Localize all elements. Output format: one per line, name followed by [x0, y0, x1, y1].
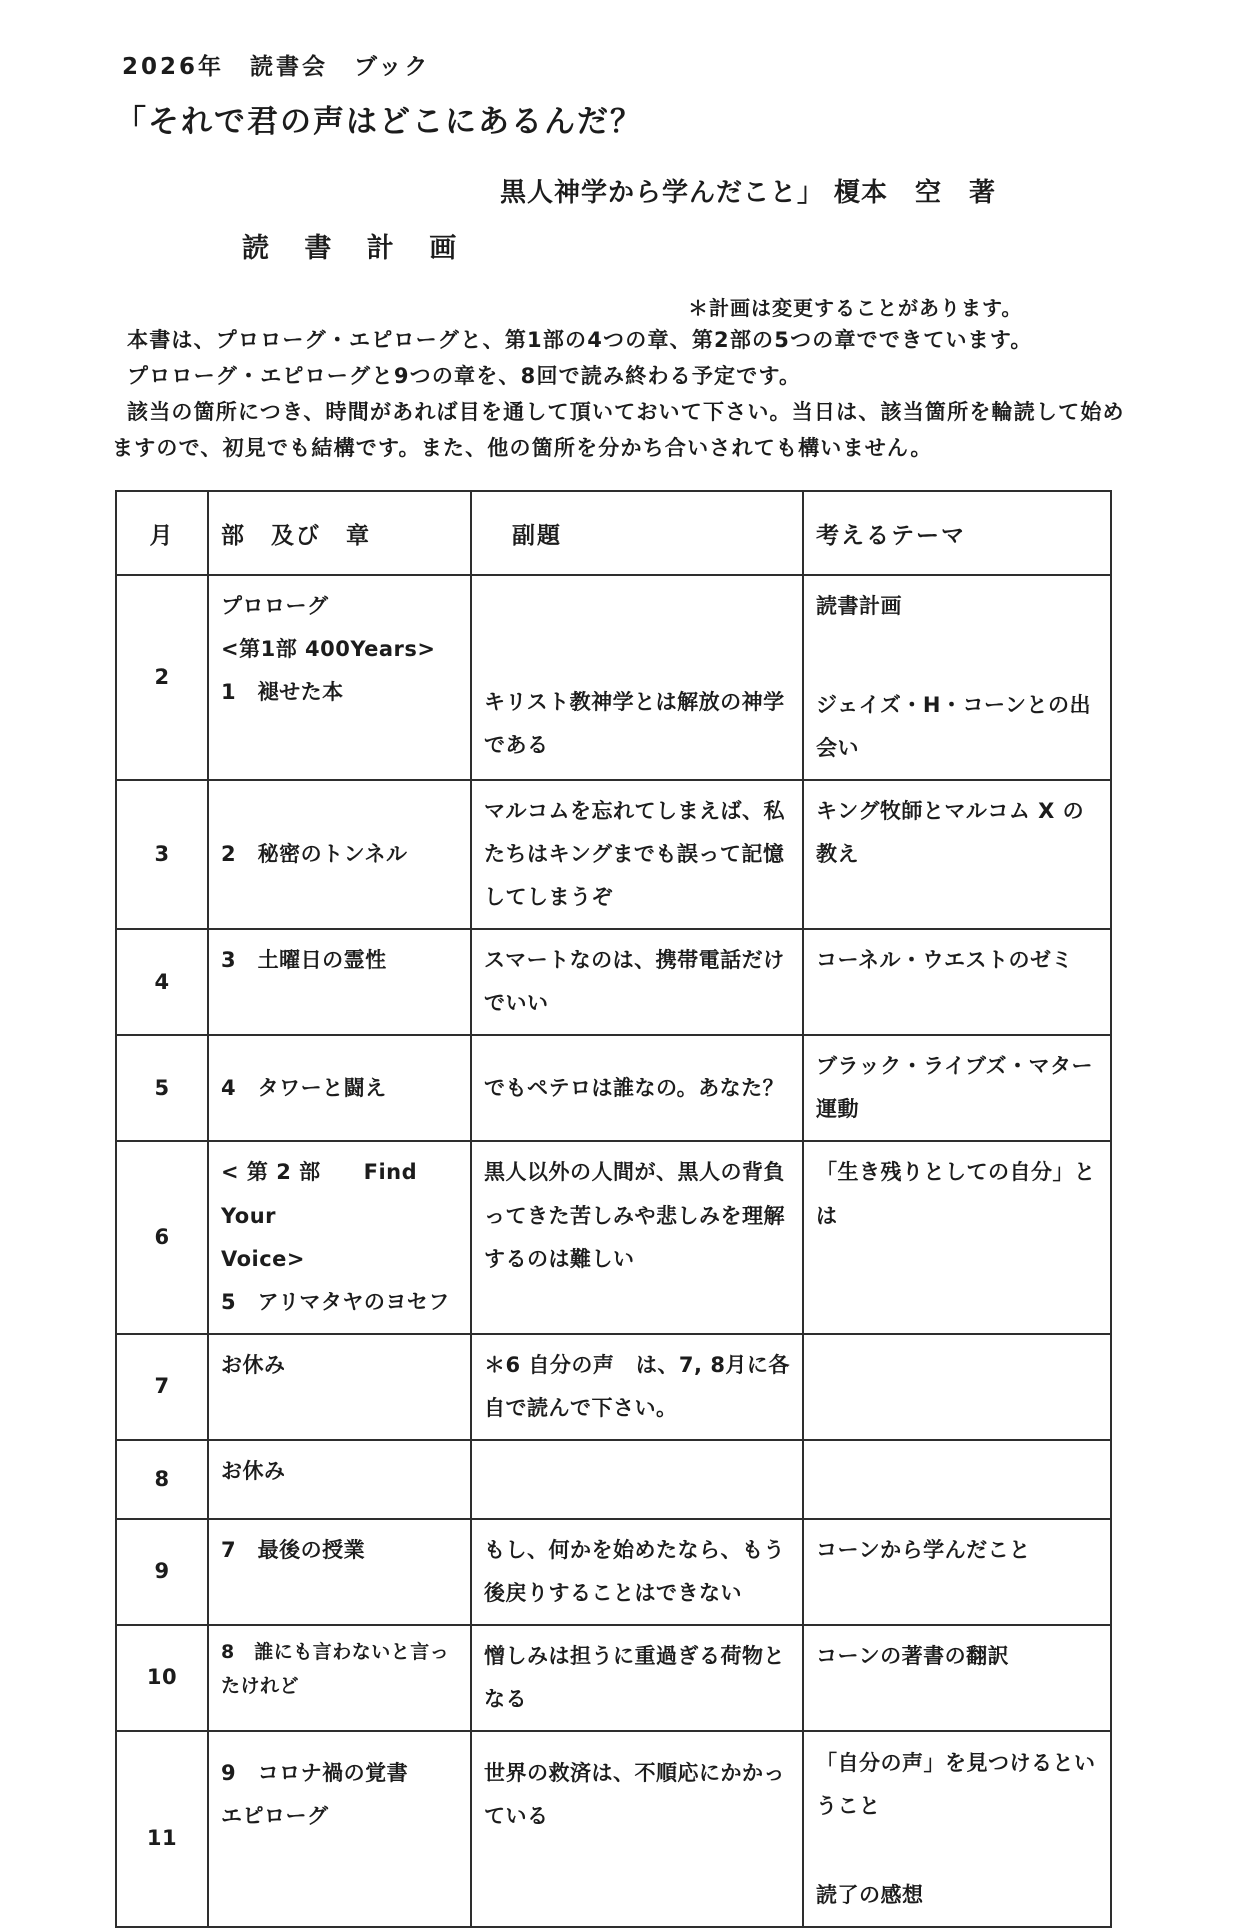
intro-line-3: 該当の箇所につき、時間があれば目を通して頂いておいて下さい。当日は、該当箇所を輪読して始めますので、初見でも結構です。また、他の箇所を分かち合いされても構いません。: [112, 400, 1125, 461]
table-row-month-4: [116, 929, 1111, 1035]
chapter-line: Voice>: [221, 1246, 306, 1271]
col-header-month: 月: [116, 491, 208, 575]
theme-line: キング牧師とマルコム X の教え: [816, 799, 1085, 867]
chapter-line: プロローグ: [221, 594, 329, 618]
subtitle-text: ＊6 自分の声 は、7, 8月に各自で読んで下さい。: [484, 1352, 790, 1420]
subtitle-text: でもペテロは誰なの。あなた？: [484, 1075, 785, 1100]
cell-month: 3: [116, 780, 208, 929]
cell-subtitle: [471, 1334, 803, 1440]
chapter-line: 7 最後の授業: [221, 1537, 366, 1562]
reading-schedule-table: [115, 490, 1112, 1928]
cell-theme: [803, 1440, 1111, 1519]
intro-paragraph: [112, 322, 1128, 466]
cell-theme: [803, 1519, 1111, 1625]
cell-subtitle: [471, 1519, 803, 1625]
cell-subtitle: [471, 929, 803, 1035]
table-row-month-11: [116, 1731, 1111, 1927]
table-row-month-10: [116, 1625, 1111, 1731]
subtitle-text: スマートなのは、携帯電話だけでいい: [484, 948, 785, 1016]
table-row-month-3: [116, 780, 1111, 929]
cell-month: 4: [116, 929, 208, 1035]
cell-chapter: [208, 1334, 471, 1440]
cell-chapter: [208, 1035, 471, 1141]
theme-line: コーンから学んだこと: [816, 1537, 1031, 1562]
cell-subtitle: [471, 575, 803, 780]
cell-theme: [803, 1141, 1111, 1333]
table-row-month-5: [116, 1035, 1111, 1141]
subtitle-text: もし、何かを始めたなら、もう後戻りすることはできない: [484, 1537, 785, 1605]
theme-line: 読了の感想: [816, 1883, 924, 1908]
cell-subtitle: [471, 1035, 803, 1141]
cell-theme: [803, 1625, 1111, 1731]
theme-line: コーネル・ウエストのゼミ: [816, 948, 1073, 973]
theme-line: 「生き残りとしての自分」とは: [816, 1160, 1096, 1228]
col-header-theme: 考えるテーマ: [803, 491, 1111, 575]
cell-theme: [803, 1334, 1111, 1440]
intro-line-2: プロローグ・エピローグと9つの章を、8回で読み終わる予定です。: [127, 364, 802, 389]
theme-line: コーンの著書の翻訳: [816, 1643, 1010, 1668]
chapter-line: お休み: [221, 1352, 286, 1377]
cell-chapter: [208, 1141, 471, 1333]
theme-line: 「自分の声」を見つけるということ: [816, 1750, 1096, 1818]
theme-line: 読書計画: [816, 594, 902, 618]
cell-month: 8: [116, 1440, 208, 1519]
chapter-line: < 第 2 部 Find Your: [221, 1160, 418, 1228]
cell-month: 2: [116, 575, 208, 780]
subtitle-text: マルコムを忘れてしまえば、私たちはキングまでも誤って記憶してしまうぞ: [484, 799, 785, 910]
table-row-month-2: [116, 575, 1111, 780]
subtitle-text: キリスト教神学とは解放の神学である: [484, 690, 785, 758]
cell-theme: [803, 1731, 1111, 1927]
table-row-month-9: [116, 1519, 1111, 1625]
chapter-line: エピローグ: [221, 1803, 329, 1828]
cell-chapter: [208, 780, 471, 929]
cell-subtitle: [471, 1731, 803, 1927]
cell-chapter: [208, 1625, 471, 1731]
cell-chapter: [208, 575, 471, 780]
chapter-line: 9 コロナ禍の覚書: [221, 1760, 409, 1785]
cell-subtitle: [471, 1625, 803, 1731]
cell-theme: [803, 780, 1111, 929]
cell-theme: [803, 1035, 1111, 1141]
table-row-month-6: [116, 1141, 1111, 1333]
chapter-line: お休み: [221, 1458, 286, 1483]
chapter-line: 4 タワーと闘え: [221, 1075, 387, 1100]
cell-month: 10: [116, 1625, 208, 1731]
chapter-line: <第1部 400Years>: [221, 637, 436, 662]
subtitle-text: 世界の救済は、不順応にかかっている: [484, 1760, 785, 1828]
cell-month: 6: [116, 1141, 208, 1333]
cell-subtitle: [471, 1440, 803, 1519]
cell-subtitle: [471, 1141, 803, 1333]
intro-line-1: 本書は、プロローグ・エピローグと、第1部の4つの章、第2部の5つの章でできています。: [127, 328, 1033, 352]
cell-theme: [803, 929, 1111, 1035]
col-header-subtitle: 副題: [471, 491, 803, 575]
doc-year-line: 2026年 読書会 ブック: [122, 54, 431, 80]
book-subtitle-author: 黒人神学から学んだこと」 榎本 空 著: [500, 178, 997, 208]
subtitle-text: 黒人以外の人間が、黒人の背負ってきた苦しみや悲しみを理解するのは難しい: [484, 1160, 785, 1271]
chapter-line: 2 秘密のトンネル: [221, 842, 408, 867]
table-row-month-8: [116, 1440, 1111, 1519]
cell-month: 7: [116, 1334, 208, 1440]
cell-month: 5: [116, 1035, 208, 1141]
book-title: 「それで君の声はどこにあるんだ？: [115, 104, 643, 140]
reading-plan-heading: 読 書 計 画: [242, 233, 470, 264]
chapter-line: 8 誰にも言わないと言ったけれど: [221, 1640, 450, 1698]
cell-chapter: [208, 1440, 471, 1519]
cell-chapter: [208, 929, 471, 1035]
cell-theme: [803, 575, 1111, 780]
cell-subtitle: [471, 780, 803, 929]
chapter-line: 3 土曜日の霊性: [221, 948, 387, 973]
table-header-row: [116, 491, 1111, 575]
col-header-chapter: 部 及び 章: [208, 491, 471, 575]
cell-month: 11: [116, 1731, 208, 1927]
plan-change-note: ＊計画は変更することがあります。: [688, 296, 1023, 320]
chapter-line: 5 アリマタヤのヨセフ: [221, 1289, 450, 1314]
cell-month: 9: [116, 1519, 208, 1625]
subtitle-text: 憎しみは担うに重過ぎる荷物となる: [484, 1643, 785, 1711]
theme-line: ジェイズ・H・コーンとの出会い: [816, 693, 1092, 761]
theme-line: ブラック・ライブズ・マター運動: [816, 1054, 1093, 1122]
cell-chapter: [208, 1519, 471, 1625]
cell-chapter: [208, 1731, 471, 1927]
chapter-line: 1 褪せた本: [221, 680, 344, 705]
table-row-month-7: [116, 1334, 1111, 1440]
